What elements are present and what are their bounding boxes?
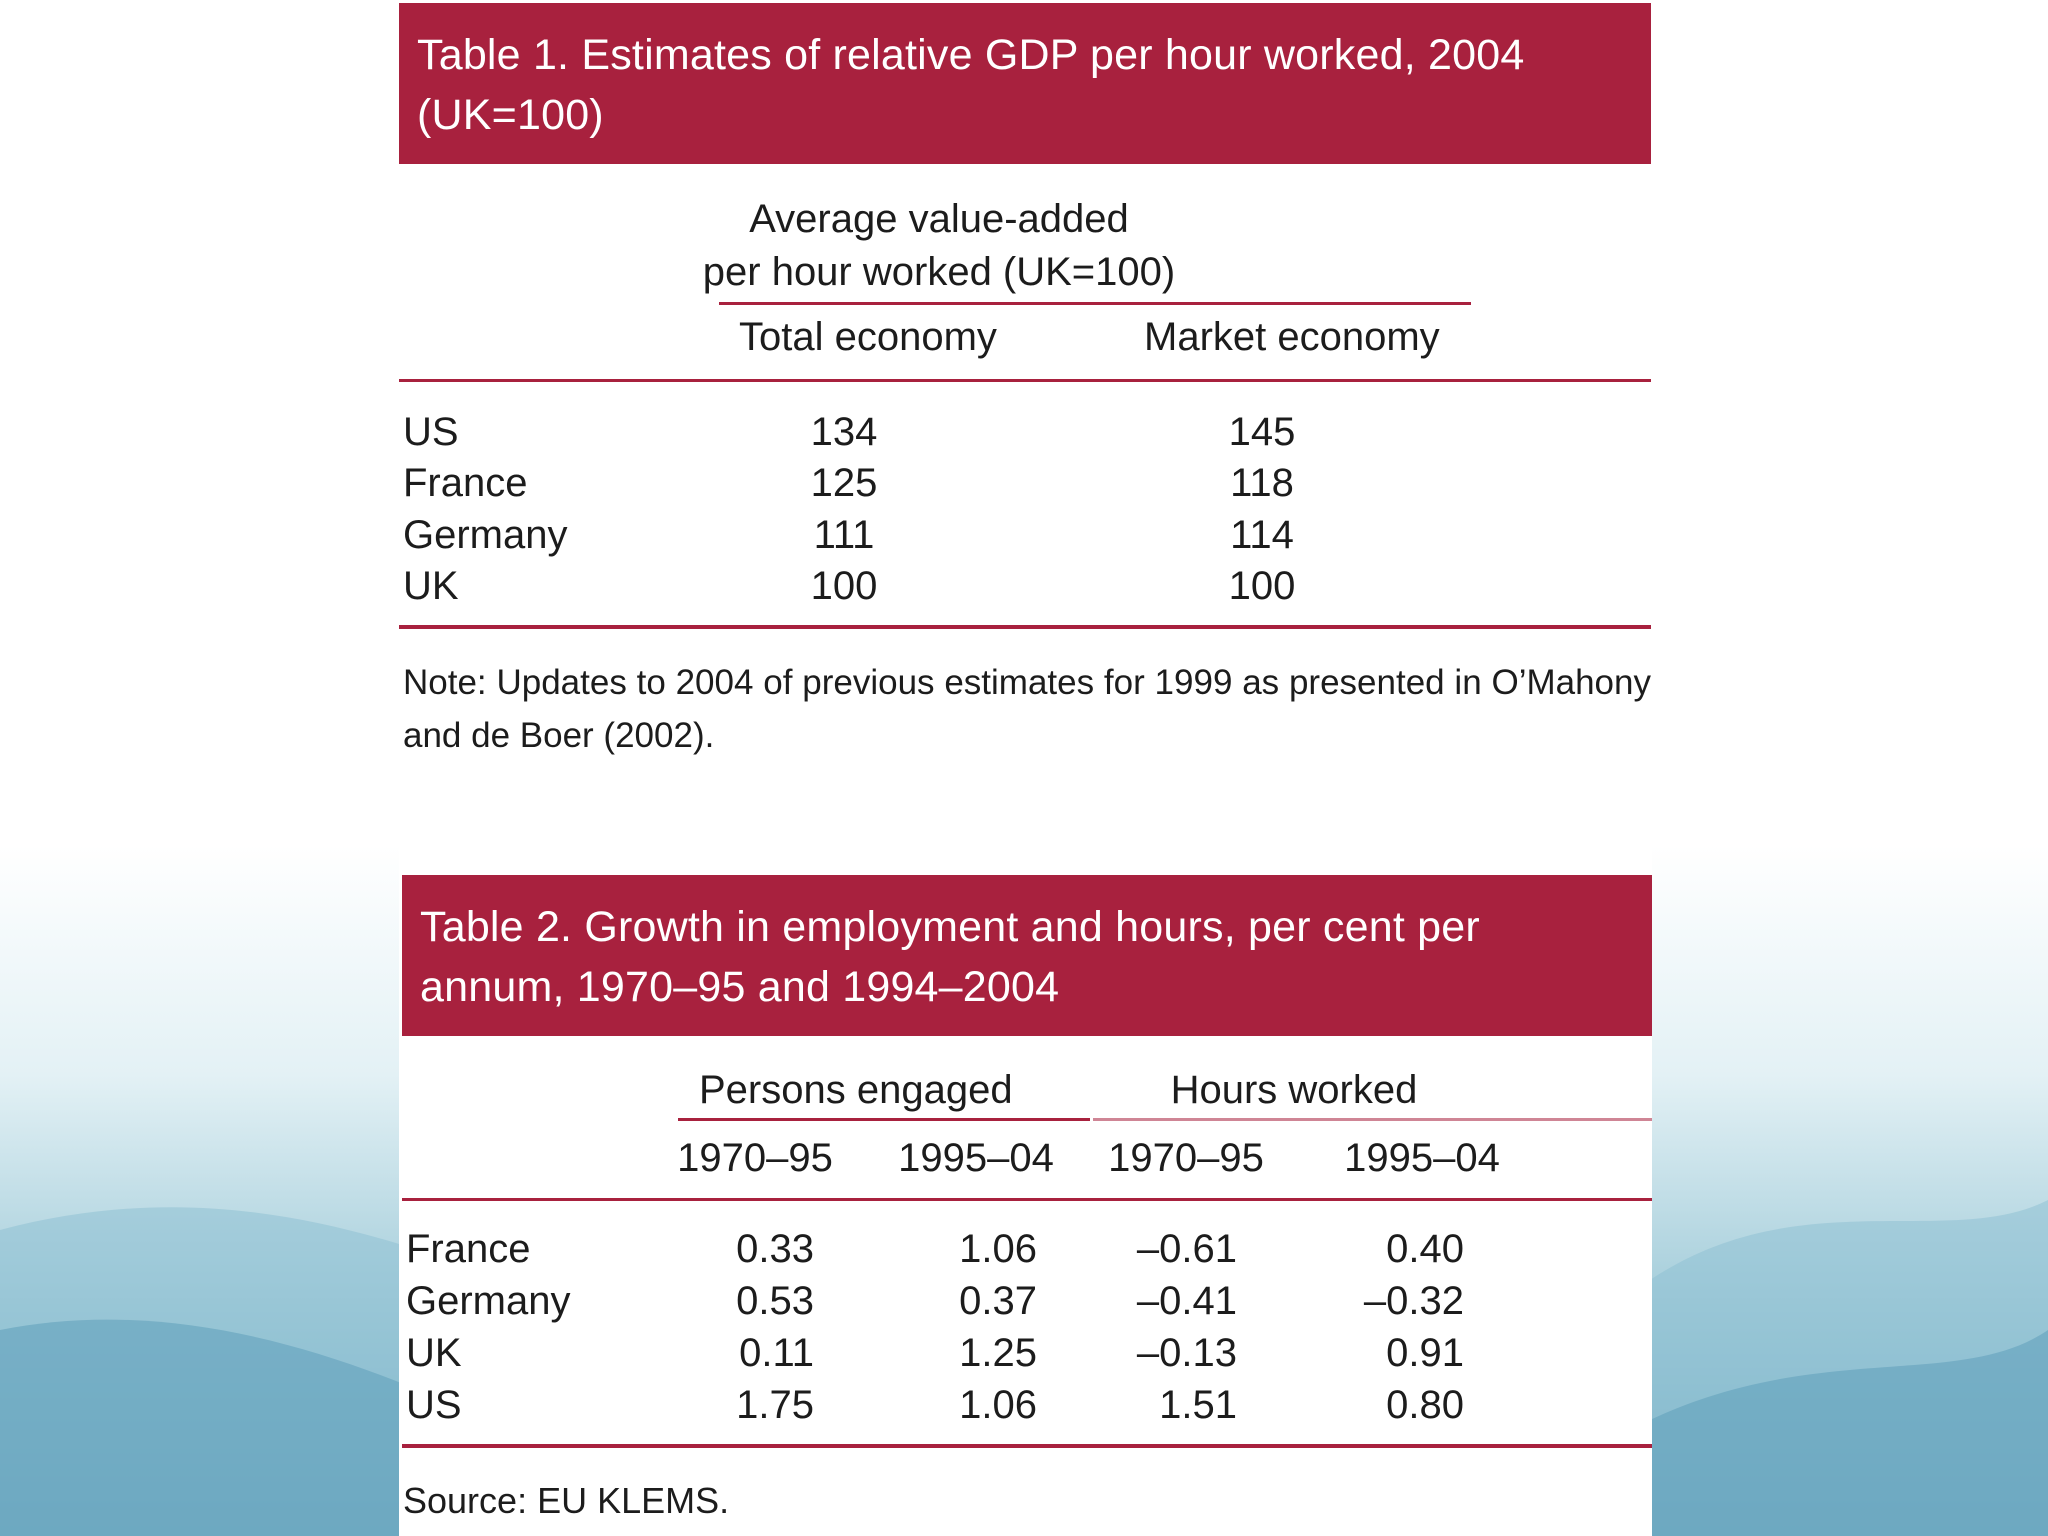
table1-cell: 100 xyxy=(1228,564,1296,608)
table1-row-label: UK xyxy=(403,564,459,608)
table2-subheader: 1995–04 xyxy=(1344,1136,1500,1180)
table1-group-header-line2: per hour worked (UK=100) xyxy=(702,250,1176,294)
table1-cell: 145 xyxy=(1228,410,1296,454)
table1-cell: 118 xyxy=(1230,461,1294,505)
table1-bottom-rule xyxy=(399,625,1651,629)
table1-title: Table 1. Estimates of relative GDP per hour worked, 2004 (UK=100) xyxy=(417,31,1525,139)
table1-row-label: France xyxy=(403,461,528,505)
table2-group-hours-worked: Hours worked xyxy=(1170,1068,1418,1112)
table2-title-banner xyxy=(402,875,1652,1036)
table2-cell: –0.32 xyxy=(1363,1279,1464,1323)
table1-note: Note: Updates to 2004 of previous estimates for 1999 as presented in O’Mahony and de Boer (2002). xyxy=(403,663,1651,755)
table1-cell: 111 xyxy=(813,513,875,557)
table1-header-rule xyxy=(399,379,1651,382)
table2-cell: 1.25 xyxy=(959,1331,1037,1375)
table2-source: Source: EU KLEMS. xyxy=(403,1480,730,1521)
table2-subheader: 1970–95 xyxy=(1108,1136,1264,1180)
table1-title-banner xyxy=(399,3,1651,164)
table2-cell: 1.06 xyxy=(959,1227,1037,1271)
table1-cell: 114 xyxy=(1230,513,1294,557)
table2-cell: –0.13 xyxy=(1136,1331,1237,1375)
table2-cell: 0.33 xyxy=(736,1227,814,1271)
table1-group-header-line1: Average value-added xyxy=(749,197,1129,241)
table2-cell: 0.11 xyxy=(739,1331,814,1375)
table1-cell: 100 xyxy=(810,564,878,608)
table2-cell: 1.51 xyxy=(1159,1383,1237,1427)
table2-group-persons-engaged: Persons engaged xyxy=(699,1068,1013,1112)
table2-row-label: UK xyxy=(406,1331,462,1375)
table1-row-label: US xyxy=(403,410,459,454)
table2-cell: 0.91 xyxy=(1386,1331,1464,1375)
table1-cell: 134 xyxy=(810,410,878,454)
table1-cell: 125 xyxy=(810,461,878,505)
table2-subheader: 1995–04 xyxy=(898,1136,1054,1180)
table1-col-total-economy: Total economy xyxy=(739,315,997,359)
table2-row-label: France xyxy=(406,1227,531,1271)
table2-cell: 0.80 xyxy=(1386,1383,1464,1427)
document-panel xyxy=(399,0,1652,1536)
table1-group-rule xyxy=(719,302,1471,305)
table2-cell: 1.06 xyxy=(959,1383,1037,1427)
table2-cell: 1.75 xyxy=(736,1383,814,1427)
table2-header-rule xyxy=(402,1198,1652,1201)
table2-title: Table 2. Growth in employment and hours, per cent per annum, 1970–95 and 1994–2004 xyxy=(420,903,1480,1011)
table2-cell: –0.41 xyxy=(1136,1279,1237,1323)
table2-row-label: Germany xyxy=(406,1279,571,1323)
table2-row-label: US xyxy=(406,1383,462,1427)
table2-group-rule-persons xyxy=(678,1118,1090,1121)
table2-cell: 0.40 xyxy=(1386,1227,1464,1271)
table2-group-rule-hours xyxy=(1093,1118,1652,1121)
table2-cell: –0.61 xyxy=(1136,1227,1237,1271)
table2-cell: 0.53 xyxy=(736,1279,814,1323)
table1-col-market-economy: Market economy xyxy=(1144,315,1440,359)
table2-subheader: 1970–95 xyxy=(677,1136,833,1180)
table2-bottom-rule xyxy=(402,1444,1652,1448)
table1-row-label: Germany xyxy=(403,513,568,557)
table2-cell: 0.37 xyxy=(959,1279,1037,1323)
